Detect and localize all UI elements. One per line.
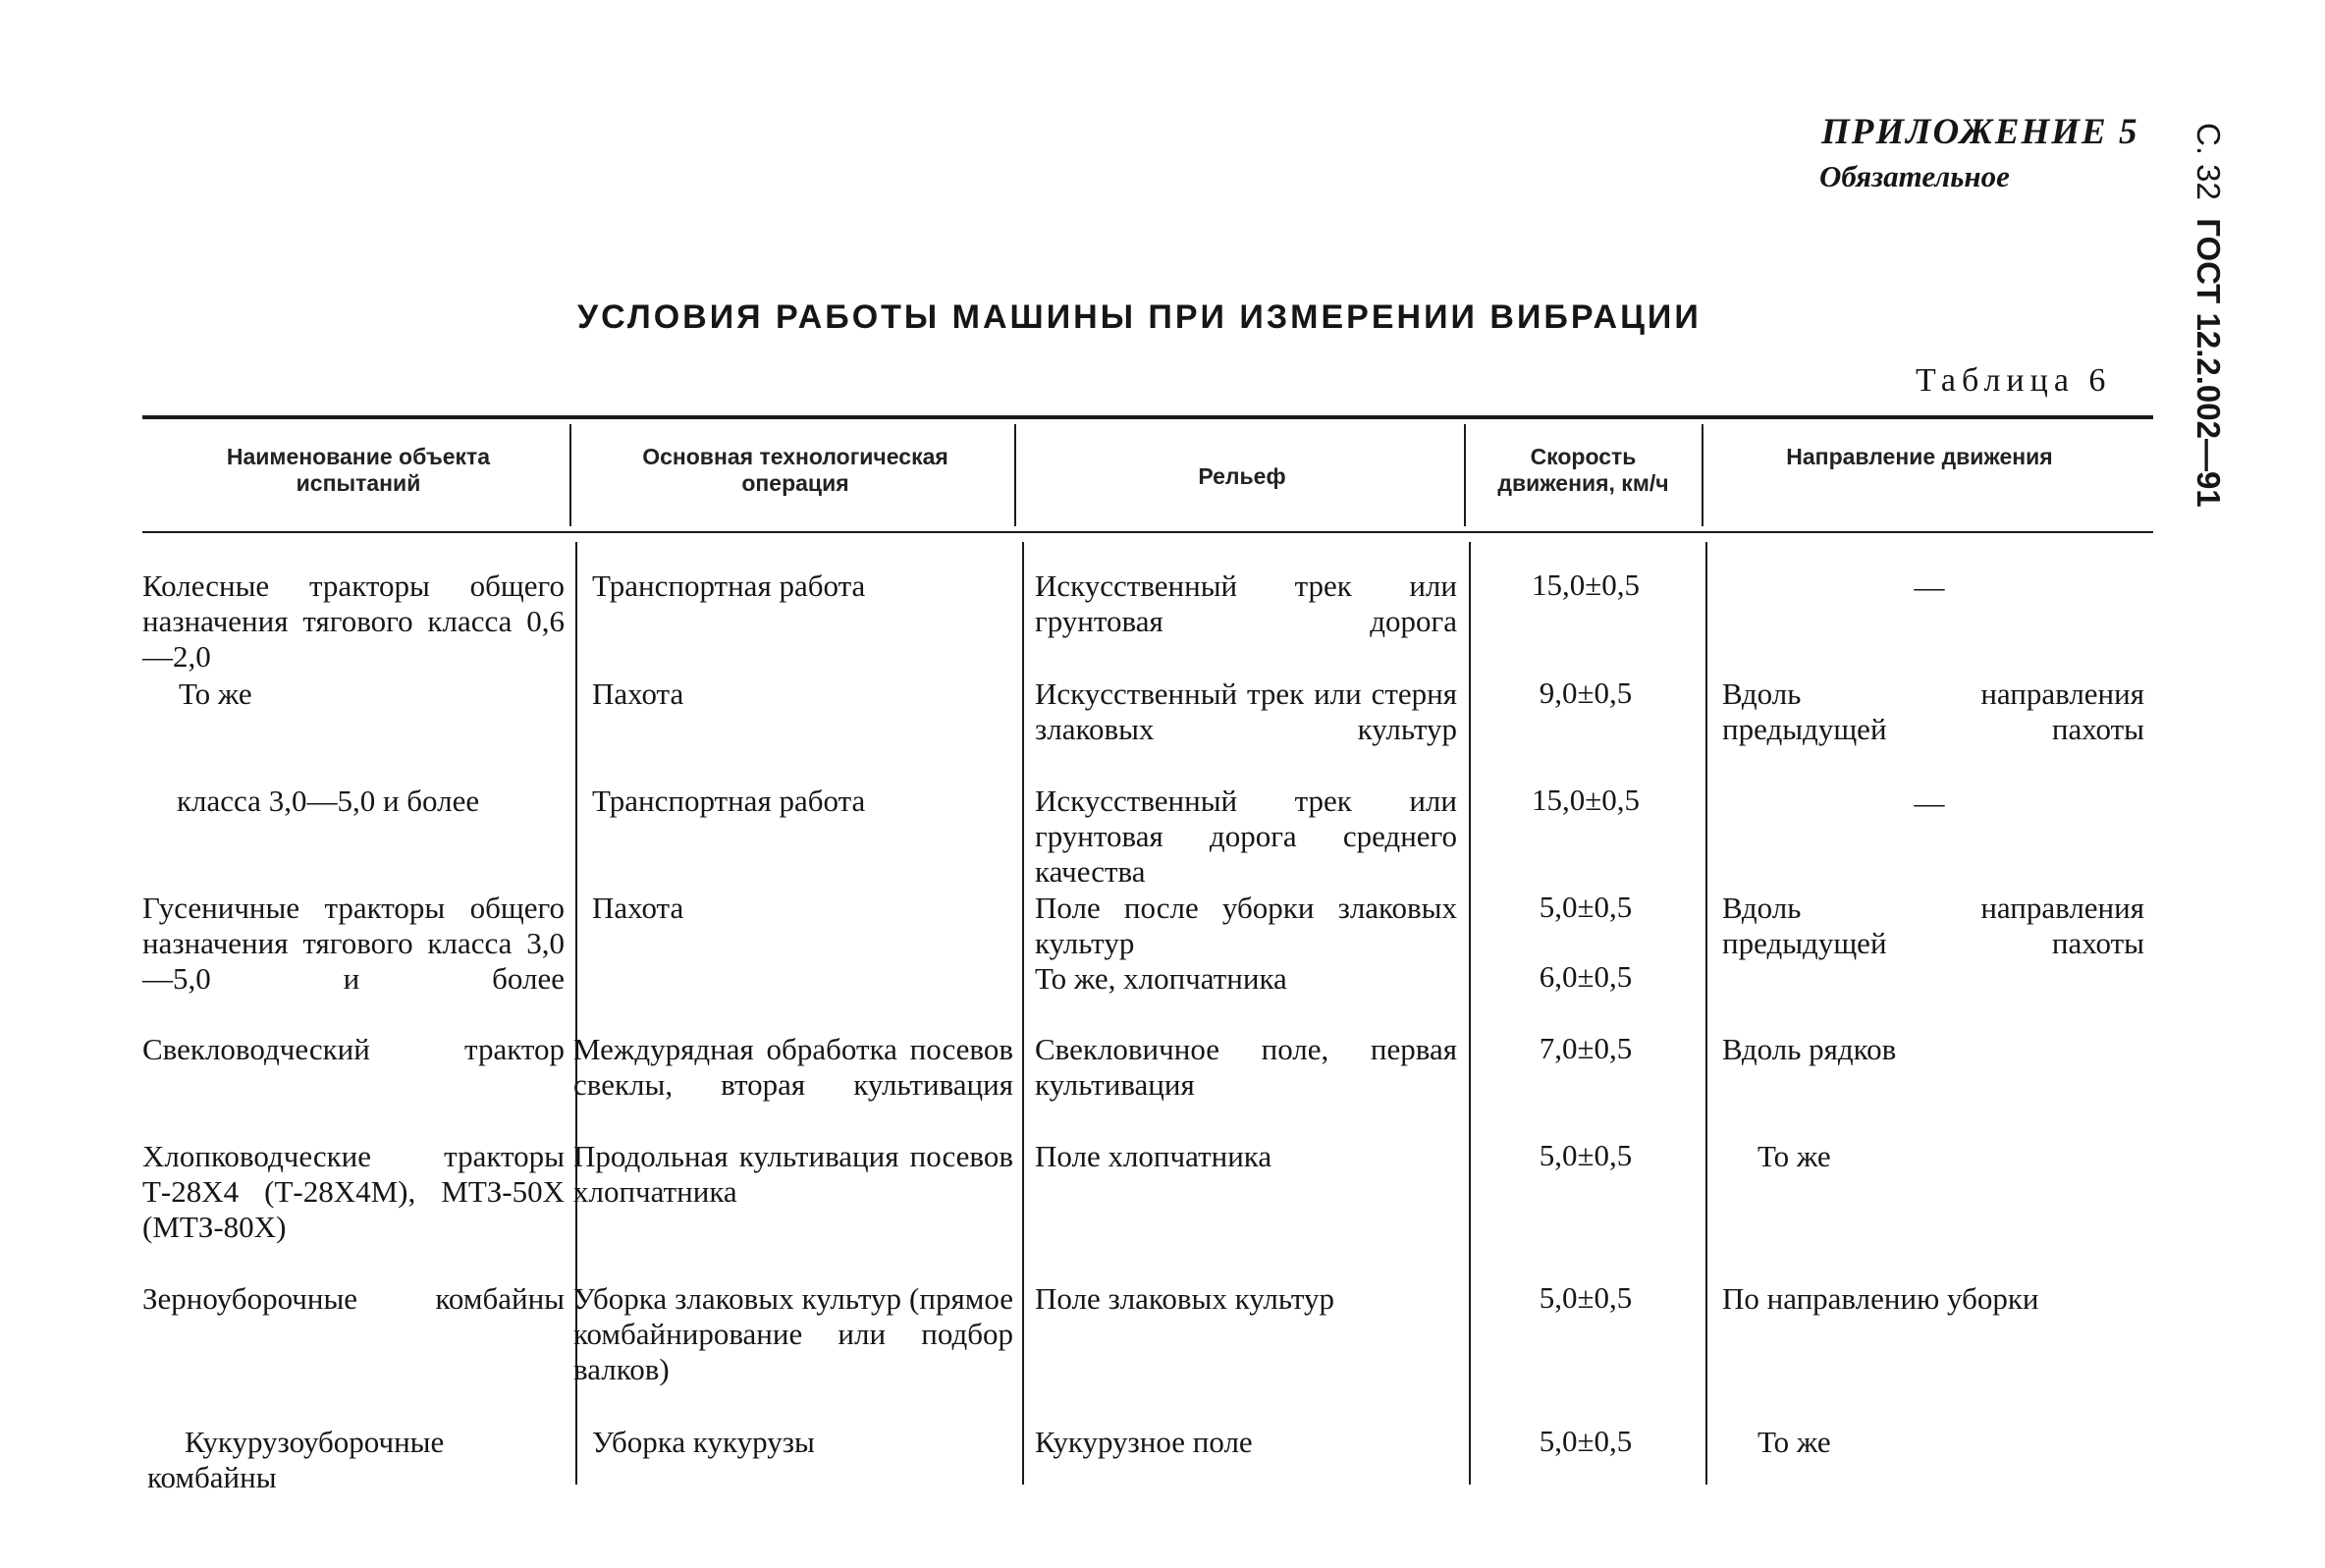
column-header-speed: Скорость движения, км/ч [1497, 444, 1669, 496]
header-separator-1 [569, 424, 571, 526]
cell-object: То же [179, 676, 252, 711]
header-separator-3 [1464, 424, 1466, 526]
appendix-label: ПРИЛОЖЕНИЕ 5 [1821, 112, 2139, 152]
cell-operation: Междурядная обработка посевов свеклы, вторая культивация [573, 1032, 1013, 1102]
cell-direction: По направлению уборки [1722, 1281, 2039, 1316]
cell-direction: — [1914, 785, 1945, 820]
column-header-object: Наименование объекта испытаний [226, 444, 491, 496]
side-standard-number: ГОСТ 12.2.002—91 [2190, 218, 2227, 508]
cell-direction: То же [1757, 1139, 1831, 1173]
cell-operation: Пахота [592, 676, 684, 711]
cell-object: Зерноуборочные комбайны [142, 1281, 565, 1316]
header-bottom-rule [142, 531, 2153, 533]
cell-speed: 5,0±0,5 [1539, 890, 1633, 924]
cell-operation: Уборка злаковых культур (прямое комбайнирование или подбор валков) [573, 1281, 1013, 1386]
table-label: Таблица 6 [1916, 362, 2112, 399]
cell-operation: Продольная культивация посевов хлопчатника [573, 1139, 1013, 1209]
cell-object: Колесные тракторы общего назначения тягового класса 0,6—2,0 [142, 568, 565, 674]
cell-direction: Вдоль рядков [1722, 1032, 1897, 1066]
cell-speed: 15,0±0,5 [1531, 568, 1640, 602]
cell-operation: Пахота [592, 891, 684, 925]
body-separator-3 [1469, 542, 1471, 1485]
body-separator-2 [1022, 542, 1024, 1485]
cell-relief-secondary: То же, хлопчатника [1035, 961, 1287, 996]
cell-speed: 15,0±0,5 [1531, 783, 1640, 817]
cell-speed: 5,0±0,5 [1539, 1424, 1633, 1458]
body-separator-4 [1705, 542, 1707, 1485]
cell-direction: Вдоль направления предыдущей пахоты [1722, 676, 2144, 746]
cell-object: Кукурузоуборочные комбайны [147, 1425, 445, 1494]
appendix-note: Обязательное [1819, 159, 2010, 193]
side-running-header [2190, 123, 2227, 508]
cell-relief: Поле злаковых культур [1035, 1281, 1334, 1316]
cell-direction: — [1914, 569, 1945, 604]
side-page-number: С. 32 [2190, 123, 2227, 200]
cell-object: Гусеничные тракторы общего назначения тягового класса 3,0—5,0 и более [142, 891, 565, 996]
column-header-relief: Рельеф [1198, 463, 1286, 489]
header-separator-4 [1702, 424, 1703, 526]
cell-speed: 5,0±0,5 [1539, 1138, 1633, 1172]
cell-speed: 9,0±0,5 [1539, 676, 1633, 710]
cell-operation: Уборка кукурузы [592, 1425, 815, 1459]
cell-relief: Свекловичное поле, первая культивация [1035, 1032, 1457, 1102]
cell-relief: Искусственный трек или грунтовая дорога [1035, 568, 1457, 638]
cell-object: Свекловодческий трактор [142, 1032, 565, 1066]
cell-relief: Поле хлопчатника [1035, 1139, 1272, 1173]
cell-relief: Поле после уборки злаковых культур [1035, 891, 1457, 960]
cell-object: Хлопководческие тракторы Т-28Х4 (Т-28Х4М), МТЗ-50Х (МТЗ-80Х) [142, 1139, 565, 1244]
cell-direction: Вдоль направления предыдущей пахоты [1722, 891, 2144, 960]
cell-speed: 5,0±0,5 [1539, 1280, 1633, 1315]
cell-object: класса 3,0—5,0 и более [177, 784, 480, 818]
cell-relief: Кукурузное поле [1035, 1425, 1253, 1459]
cell-relief: Искусственный трек или стерня злаковых культур [1035, 676, 1457, 746]
column-header-direction: Направление движения [1786, 444, 2053, 469]
cell-direction: То же [1757, 1425, 1831, 1459]
cell-speed: 7,0±0,5 [1539, 1031, 1633, 1065]
cell-speed-secondary: 6,0±0,5 [1539, 959, 1633, 994]
header-separator-2 [1014, 424, 1016, 526]
cell-operation: Транспортная работа [592, 784, 866, 818]
table-top-rule [142, 415, 2153, 419]
cell-relief: Искусственный трек или грунтовая дорога среднего качества [1035, 784, 1457, 889]
page-title: УСЛОВИЯ РАБОТЫ МАШИНЫ ПРИ ИЗМЕРЕНИИ ВИБРАЦИИ [577, 298, 1702, 336]
column-header-operation: Основная технологическая операция [642, 444, 948, 496]
cell-operation: Транспортная работа [592, 568, 866, 603]
